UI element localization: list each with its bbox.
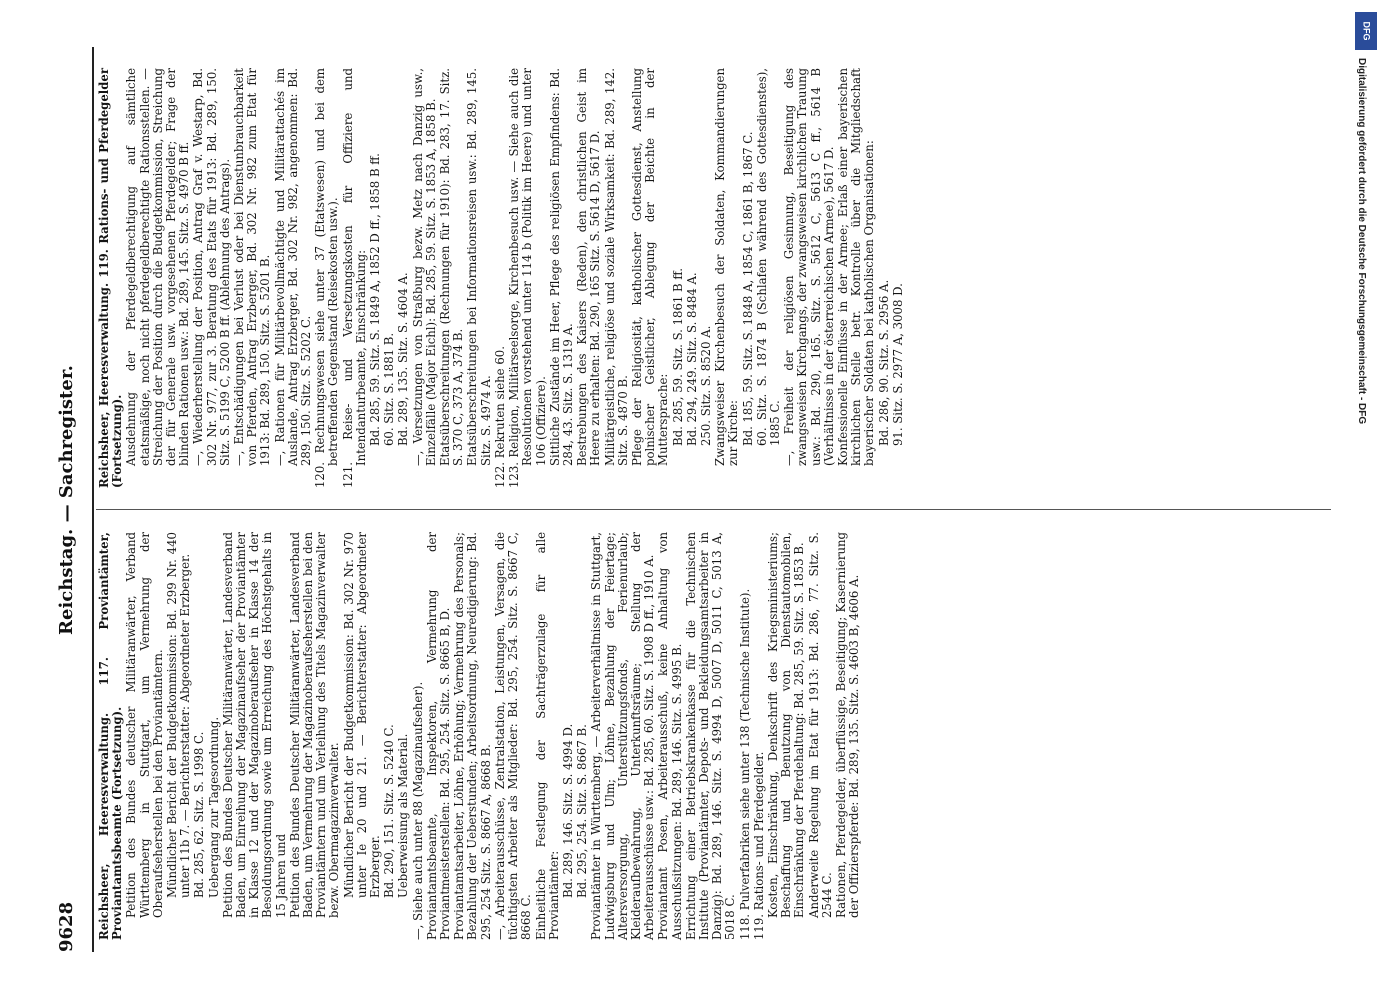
header-rule [92,47,94,952]
entry: Bd. 185, 59. Sitz. S. 1848 A, 1854 C, 1861 B, 1867 C. [740,131,755,446]
page-number: 9628 [56,901,77,952]
entry: Proviantamtsarbeiter, Löhne, Erhöhung; Vermehrung des Personals; Bezahlung der Ueberstunden; Arbeitsordnung, Neuredigierung: Bd. 295, 254 Sitz. S. 8667 A, 8668 B. [452,532,493,940]
entry: 91. Sitz. S. 2977 A, 3008 D. [890,283,905,446]
entry: 250. Sitz. S. 8520 A. [698,325,713,446]
credit-text: Digitalisierung gefördert durch die Deutsche Forschungsgemeinschaft - DFG [1356,58,1367,425]
entry: —, Arbeiterausschüsse, Zentralstation, Leistungen, Versagen, die tüchtigsten Arbeiter als Mitglieder: Bd. 295, 254. Sitz. S. 8667 C, 8668 C. [492,532,534,940]
entry: Bd. 285, 59. Sitz. S. 1849 A, 1852 D ff., 1858 B ff. [368,153,383,446]
entry: Etatsüberschreitungen (Rechnungen für 1910): Bd. 283, 17. Sitz. S. 370 C, 373 A, 374 B. [438,68,466,466]
numbered-entry: 121. Reise- und Versetzungskosten für Offiziere und Intendanturbeamte, Einschränkung: [340,68,368,488]
dfg-credit [1352,10,1382,1000]
entry: Etatsüberschreitungen bei Informationsreisen usw.: Bd. 289, 145. Sitz. S. 4974 A. [465,68,493,466]
entry: Mündlicher Bericht der Budgetkommission: Bd. 302 Nr. 970 unter Ie 20 und 21. — Berichterstatter: Abgeordneter Erzberger. [341,532,383,898]
entry: —, Entschädigungen bei Verlust oder bei Dienstunbrauchbarkeit von Pferden, Antrag Erzberger, Bd. 302 Nr. 982 zum Etat für 1913: Bd. 289, 150. Sitz. S. 5201 B. [232,68,273,466]
entry: Rationen, Pferdegelder, überflüssige, Beseitigung; Kasernierung der Offizierspferde: Bd. 289, 135. Sitz. S. 4603 B, 4606 A. [833,532,862,918]
entry: Proviantamtsbeamte, Inspektoren, Vermehrung der Proviantmeisterstellen: Bd. 295, 254. Sitz. S. 8665 B, D. [424,532,453,940]
entry: 60. Sitz. S. 1881 B. [382,332,397,446]
numbered-entry: 123. Religion, Militärseelsorge, Kirchenbesuch usw. — Siehe auch die Resolutionen vorstehend unter 114 b (Politik im Heere) und unter 106 (Offiziere). [507,68,548,488]
right-column [98,68,906,488]
entry: Bd. 286, 90. Sitz. S. 2956 A. [876,279,891,446]
entry: —, Wiederherstellung der Position, Antrag Graf v. Westarp, Bd. 302 Nr. 977, zur 3. Beratung des Etats für 1913: Bd. 289, 150. Sitz. S. 5199 C, 5200 B ff. (Ablehnung des Antrags). [191,68,232,466]
left-column [98,532,862,940]
entry: —, Rationen für Militärbevollmächtigte und Militärattachés im Auslande, Antrag Erzberger, Bd. 302 Nr. 982, angenommen: Bd. 289, 150. Sitz. S. 5202 C. [272,68,314,466]
entry: Ausdehnung der Pferdegeldberechtigung auf sämtliche etatsmäßige, noch nicht pferdegeldberechtigte Rationsstellen. — Streichung der Position durch die Budgetkommission, Streichung der für Generale usw. vorgesehenen Pferdegelder; Frage der blinden Rationen usw.: Bd. 289, 145. Sitz. S. 4970 B ff. [124,68,192,466]
entry: 60. Sitz. S. 1874 B (Schlafen während des Gottesdienstes), 1885 C. [754,68,782,446]
entry: Anderweite Regelung im Etat für 1913: Bd. 286, 77. Sitz. S. 2544 C. [806,532,834,918]
entry: Petition des Bundes Deutscher Militäranwärter, Landesverband Baden, um Einreihung der Magazinaufseher der Proviantämter in Klasse 12 und der Magazinoberaufseher in Klasse 14 der Besoldungsordnung sowie um Erreichung des Höchstgehalts in 15 Jahren und [220,532,288,918]
numbered-entry: 122. Rekruten siehe 60. [492,346,507,488]
entry: Konfessionelle Einflüsse in der Armee; Erlaß einer bayerischen kirchlichen Stelle betr. Kontrolle über die Mitgliedschaft bayerischer Soldaten bei katholischen Organisationen: [835,68,877,466]
entry: Bestrebungen des Kaisers (Reden), den christlichen Geist im Heere zu erhalten: Bd. 290, 165 Sitz. S. 5614 D, 5617 D. [575,68,603,466]
entry: Sittliche Zustände im Heer, Pflege des religiösen Empfindens: Bd. 284, 43. Sitz. S. 1319 A. [547,68,575,466]
entry: Bd. 294, 249. Sitz. S. 8484 A. [684,272,699,446]
entry: Petition des Bundes Deutscher Militäranwärter, Landesverband Baden, um Vermehrung der Magazinoberaufseherstellen bei den Proviantämtern und um Verleihung des Titels Magazinverwalter bezw. Obermagazinverwalter. [287,532,342,918]
entry: Bd. 290, 151. Sitz. S. 5240 C. [382,724,397,898]
page-title: Reichstag. — Sachregister. [56,365,77,635]
entry: Bd. 285, 59. Sitz. S. 1861 B ff. [670,268,685,446]
entry: Zwangsweiser Kirchenbesuch der Soldaten, Kommandierungen zur Kirche: [713,68,741,466]
section-heading: Reichsheer, Heeresverwaltung. 119. Rations- und Pferdegelder (Fortsetzung). [97,68,125,488]
numbered-entry: 120. Rechnungswesen siehe unter 37 (Etatswesen) und bei dem betreffenden Gegenstand (Reisekosten usw.). [313,68,341,488]
entry: Bd. 289, 135. Sitz. S. 4604 A. [396,272,411,446]
entry: Errichtung einer Betriebskrankenkasse für die Technischen Institute (Proviantämter, Depots- und Bekleidungsamtsarbeiter in Danzig): Bd. 289, 146. Sitz. S. 4994 D, 5007 D, 5011 C, 5013 A, 5018 C. [683,532,738,940]
entry: Proviantamt Posen, Arbeiterausschuß, keine Anhaltung von Ausschußsitzungen: Bd. 289, 146. Sitz. S. 4995 B. [656,532,684,940]
entry: —, Freiheit der religiösen Gesinnung, Beseitigung des zwangsweisen Kirchgangs, der zwangsweisen kirchlichen Trauung usw.: Bd. 290, 165. Sitz. S. 5612 C, 5613 C ff., 5614 B (Verhältnisse in der österreichischen Armee), 5617 D. [782,68,836,466]
entry: Mündlicher Bericht der Budgetkommission: Bd. 299 Nr. 440 unter 11b 7. — Berichterstatter: Abgeordneter Erzberger. [165,532,193,898]
numbered-entry: 119. Rations- und Pferdegelder. [751,751,766,940]
entry: —, Versetzungen von Straßburg bezw. Metz nach Danzig usw., Einzelfälle (Major Eichl): Bd. 285, 59. Sitz. S. 1853 A, 1858 B. [410,68,438,466]
entry: Bd. 285, 62. Sitz. S. 1998 C. [192,731,207,898]
entry: Proviantämter in Württemberg, — Arbeiterverhältnisse in Stuttgart, Ludwigsburg und Ulm; Löhne, Bezahlung der Feiertage; Altersversorgung, Unterstützungsfonds, Ferienurlaub; Kleiderauſbewahrung, Unterkunftsräume; Stellung der Arbeiterausschüsse usw.: Bd. 285, 60. Sitz. S. 1908 D ff., 1910 A. [589,532,657,940]
entry: Einheitliche Festlegung der Sachträgerzulage für alle Proviantämter: [533,532,561,940]
entry: —, Siehe auch unter 88 (Magazinaufseher). [410,681,425,940]
entry: Pflege der Religiosität, katholischer Gottesdienst, Anstellung polnischer Geistlicher, Ablegung der Beichte in der Muttersprache: [629,68,671,466]
entry: Bd. 289, 146. Sitz. S. 4994 D. [560,723,575,898]
entry: Uebergang zur Tagesordnung. [206,716,221,898]
section-heading: Reichsheer, Heeresverwaltung. 117. Proviantämter, Proviantamtsbeamte (Fortsetzung). [97,532,125,940]
entry: Petition des Bundes deutscher Militäranwärter, Verband Württemberg in Stuttgart, um Vermehrung der Oberaufseherstellen bei den Proviantämtern. [124,532,165,918]
entry: Bd. 295, 254. Sitz. S. 8667 B. [575,724,590,898]
dfg-logo-icon: DFG [1355,12,1377,50]
entry: Ueberweisung als Material. [396,733,411,898]
entry: Kosten, Einschränkung, Denkschrift des Kriegsministeriums; Beschaffung und Benutzung von Dienstautomobilen, Einschränkung der Pferdehaltung: Bd. 285, 59. Sitz. S. 1853 B. [765,532,807,918]
column-divider [96,509,1331,510]
entry: Militärgeistliche, religiöse und soziale Wirksamkeit: Bd. 289, 142. Sitz. S. 4870 B. [602,68,630,466]
numbered-entry: 118. Pulverfabriken siehe unter 138 (Technische Institute). [737,588,752,940]
